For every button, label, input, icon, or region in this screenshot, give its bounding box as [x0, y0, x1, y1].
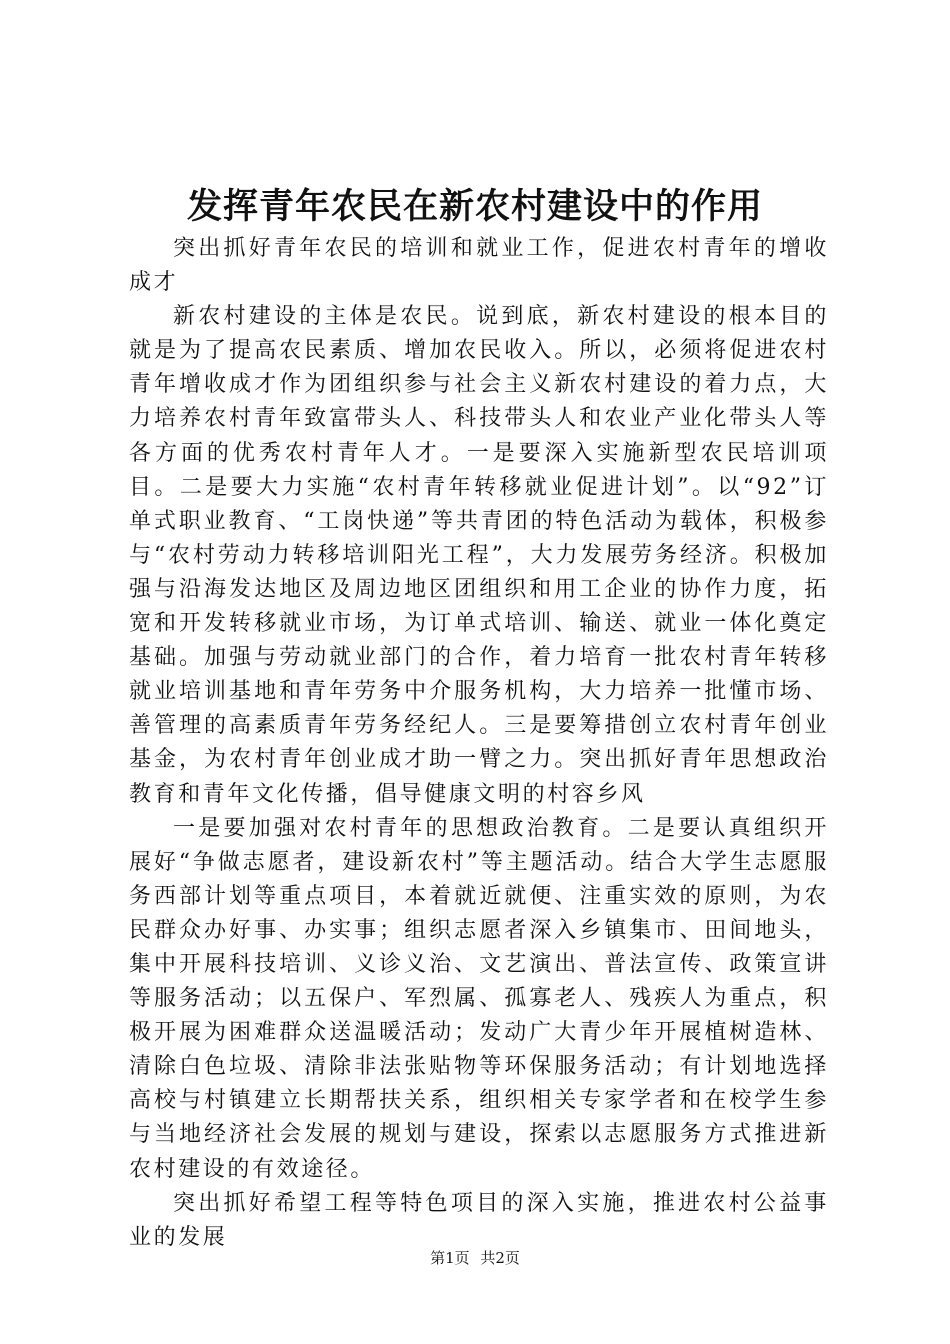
paragraph: 突出抓好青年农民的培训和就业工作，促进农村青年的增收成才: [129, 236, 829, 296]
page-footer: [0, 1248, 950, 1268]
page-number: 第1页: [430, 1249, 470, 1267]
paragraph: 一是要加强对农村青年的思想政治教育。二是要认真组织开展好“争做志愿者，建设新农村”等主题活动。结合大学生志愿服务西部计划等重点项目，本着就近就便、注重实效的原则，为农民群众办好事、办实事；组织志愿者深入乡镇集市、田间地头，集中开展科技培训、义诊义治、文艺演出、普法宣传、政策宣讲等服务活动；以五保户、军烈属、孤寡老人、残疾人为重点，积极开展为困难群众送温暖活动；发动广大青少年开展植树造林、清除白色垃圾、清除非法张贴物等环保服务活动；有计划地选择高校与村镇建立长期帮扶关系，组织相关专家学者和在校学生参与当地经济社会发展的规划与建设，探索以志愿服务方式推进新农村建设的有效途径。: [129, 815, 829, 1182]
paragraph: 突出抓好希望工程等特色项目的深入实施，推进农村公益事业的发展: [129, 1190, 829, 1250]
page-total: 共2页: [480, 1249, 520, 1267]
document-body: [129, 232, 829, 1255]
paragraph: 新农村建设的主体是农民。说到底，新农村建设的根本目的就是为了提高农民素质、增加农民收入。所以，必须将促进农村青年增收成才作为团组织参与社会主义新农村建设的着力点，大力培养农村青年致富带头人、科技带头人和农业产业化带头人等各方面的优秀农村青年人才。一是要深入实施新型农民培训项目。二是要大力实施“农村青年转移就业促进计划”。以“92”订单式职业教育、“工岗快递”等共青团的特色活动为载体，积极参与“农村劳动力转移培训阳光工程”，大力发展劳务经济。积极加强与沿海发达地区及周边地区团组织和用工企业的协作力度，拓宽和开发转移就业市场，为订单式培训、输送、就业一体化奠定基础。加强与劳动就业部门的合作，着力培育一批农村青年转移就业培训基地和青年劳务中介服务机构，大力培养一批懂市场、善管理的高素质青年劳务经纪人。三是要筹措创立农村青年创业基金，为农村青年创业成才助一臂之力。突出抓好青年思想政治教育和青年文化传播，倡导健康文明的村容乡风: [129, 304, 829, 807]
document-title: 发挥青年农民在新农村建设中的作用: [186, 186, 763, 227]
